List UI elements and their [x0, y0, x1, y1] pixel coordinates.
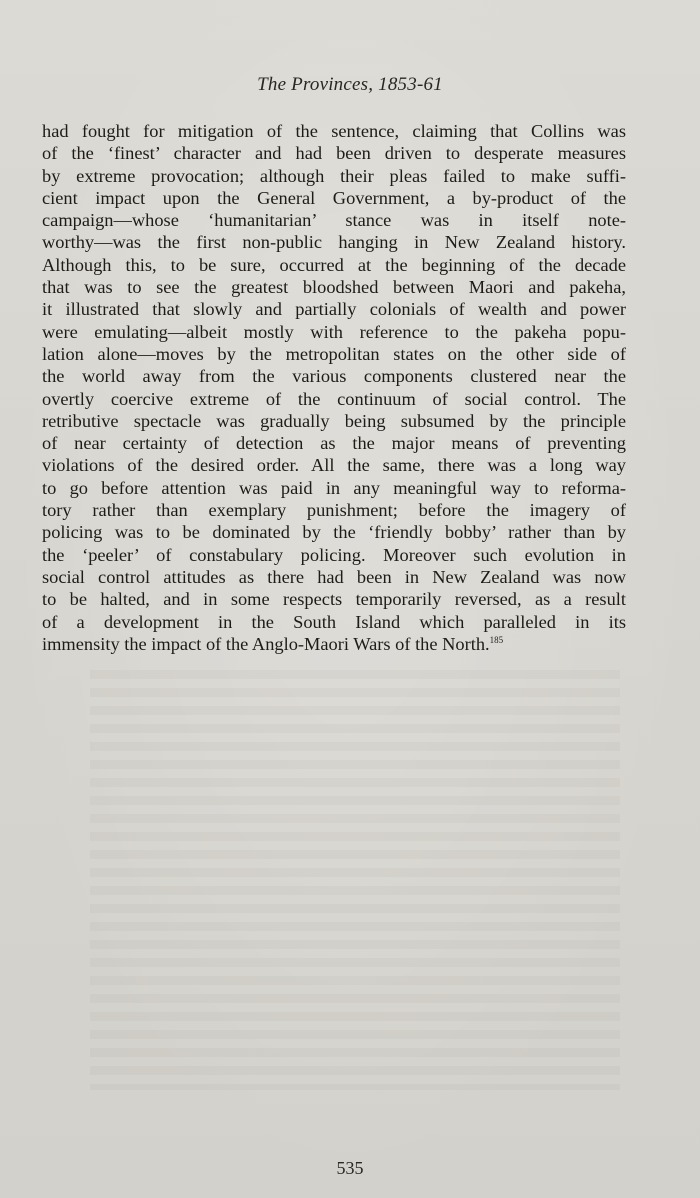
body-line: had fought for mitigation of the sentence, claiming that Collins was — [42, 121, 626, 141]
body-line: the ‘peeler’ of constabulary policing. Moreover such evolution in — [42, 544, 626, 565]
page-number: 535 — [336, 1158, 364, 1178]
body-line: lation alone—moves by the metropolitan states on the other side of — [42, 343, 626, 364]
body-line: by extreme provocation; although their pleas failed to make suffi- — [42, 165, 626, 186]
body-line: worthy—was the first non-public hanging in New Zealand history. — [42, 232, 626, 253]
body-line: policing was to be dominated by the ‘friendly bobby’ rather than by — [42, 522, 626, 543]
body-line: tory rather than exemplary punishment; before the imagery of — [42, 500, 626, 521]
running-head: The Provinces, 1853-61 — [257, 74, 443, 95]
body-text — [42, 120, 626, 655]
body-line: were emulating—albeit mostly with reference to the pakeha popu- — [42, 321, 626, 342]
body-line: to go before attention was paid in any meaningful way to reforma- — [42, 477, 626, 498]
body-line: social control attitudes as there had been in New Zealand was now — [42, 566, 626, 587]
body-line: it illustrated that slowly and partially colonials of wealth and power — [42, 299, 626, 320]
body-line: cient impact upon the General Government, a by-product of the — [42, 187, 626, 208]
body-line-last — [42, 633, 626, 655]
body-line: overtly coercive extreme of the continuum of social control. The — [42, 388, 626, 409]
body-line: of near certainty of detection as the major means of preventing — [42, 433, 626, 454]
body-line: that was to see the greatest bloodshed between Maori and pakeha, — [42, 277, 626, 298]
body-line: to be halted, and in some respects temporarily reversed, as a result — [42, 589, 626, 610]
body-line: of the ‘finest’ character and had been driven to desperate measures — [42, 143, 626, 164]
body-line: retributive spectacle was gradually being subsumed by the principle — [42, 410, 626, 431]
show-through-texture — [90, 670, 620, 1090]
body-line: violations of the desired order. All the same, there was a long way — [42, 455, 626, 476]
body-line-text: immensity the impact of the Anglo-Maori Wars of the North. — [42, 633, 490, 654]
body-line: the world away from the various components clustered near the — [42, 366, 626, 387]
body-line: of a development in the South Island which paralleled in its — [42, 611, 626, 632]
body-line: campaign—whose ‘humanitarian’ stance was in itself note- — [42, 210, 626, 231]
footnote-marker[interactable]: 185 — [489, 634, 504, 645]
body-line: Although this, to be sure, occurred at the beginning of the decade — [42, 254, 626, 275]
